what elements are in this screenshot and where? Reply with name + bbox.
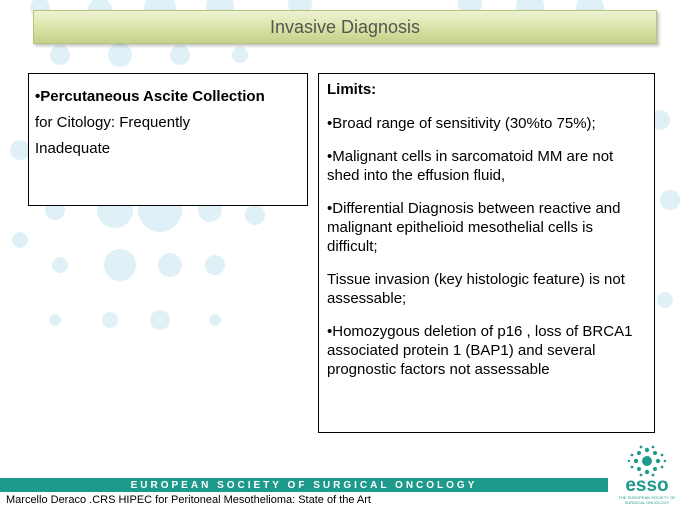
limits-item: Tissue invasion (key histologic feature) is not assessable; <box>327 271 625 307</box>
esso-logo-subtitle: THE EUROPEAN SOCIETY OF SURGICAL ONCOLOGY <box>618 495 676 505</box>
esso-logo-icon <box>616 444 678 478</box>
limits-item: •Differential Diagnosis between reactive and malignant epithelioid mesothelial cells is difficult; <box>327 200 621 255</box>
left-box-line-3: Inadequate <box>35 140 111 157</box>
left-box-bold-text: •Percutaneous Ascite Collection <box>35 88 265 105</box>
left-box-line-2: for Citology: Frequently <box>35 114 191 131</box>
limits-item: •Malignant cells in sarcomatoid MM are not shed into the effusion fluid, <box>327 148 614 184</box>
esso-logo <box>616 444 678 508</box>
society-name: EUROPEAN SOCIETY OF SURGICAL ONCOLOGY <box>130 479 478 491</box>
esso-logo-word: esso <box>625 475 669 496</box>
society-footer-band <box>0 478 608 492</box>
footer-note: Marcello Deraco .CRS HIPEC for Peritoneal Mesothelioma: State of the Art <box>6 494 371 506</box>
limits-heading: Limits: <box>327 81 377 98</box>
slide-title: Invasive Diagnosis <box>33 10 657 44</box>
limits-box <box>318 73 655 433</box>
ascite-collection-box <box>28 73 308 206</box>
limits-item: •Homozygous deletion of p16 , loss of BRCA1 associated protein 1 (BAP1) and several prognostic factors not assessable <box>327 323 633 378</box>
limits-item: •Broad range of sensitivity (30%to 75%); <box>327 115 596 132</box>
